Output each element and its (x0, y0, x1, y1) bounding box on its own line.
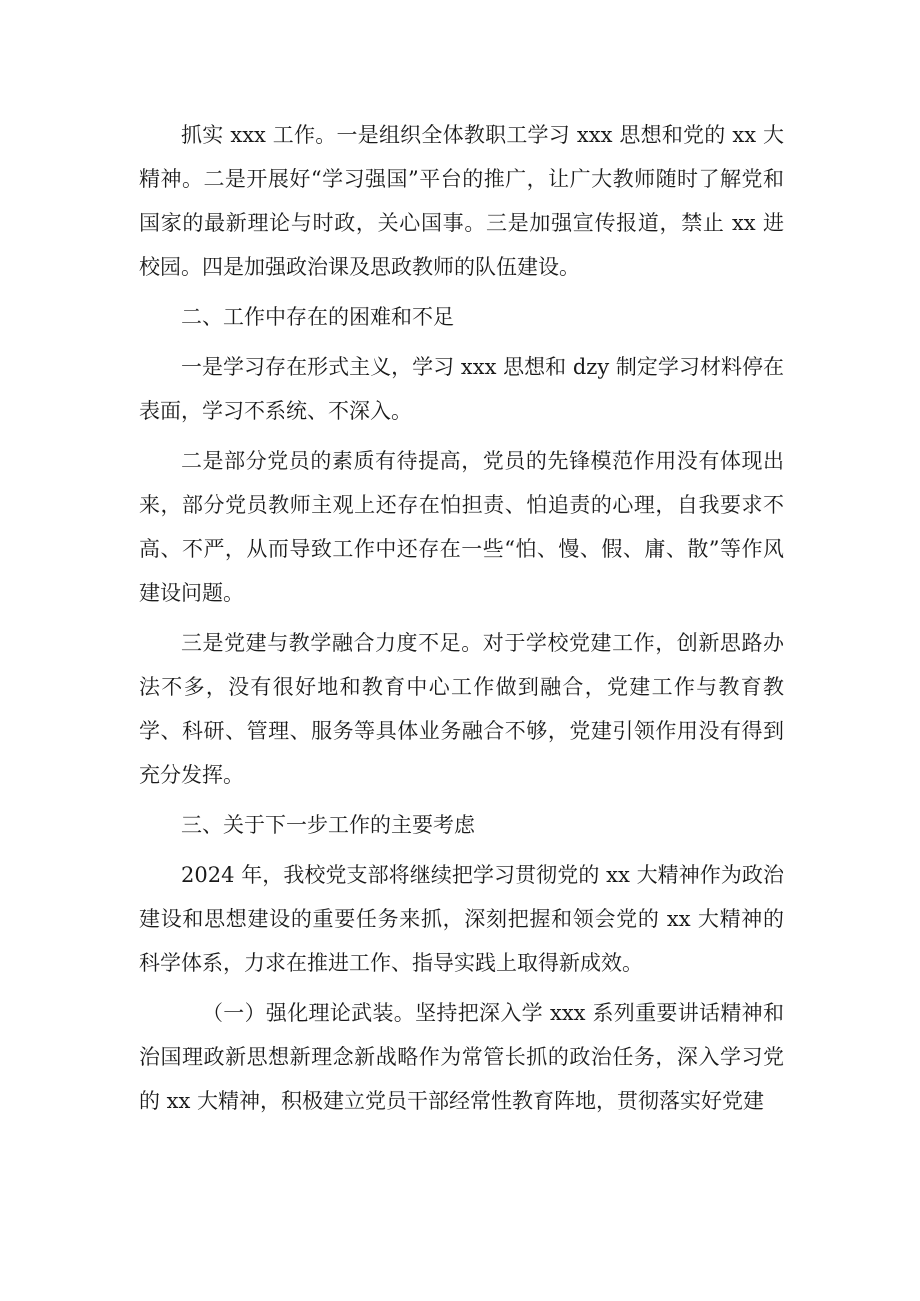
paragraph-work-items: 抓实 xxx 工作。一是组织全体教职工学习 xxx 思想和党的 xx 大精神。二是开展好“学习强国”平台的推广，让广大教师随时了解党和国家的最新理论与时政，关心国事。三是加强宣传报道，禁止 xx 进校园。四是加强政治课及思政教师的队伍建设。 (139, 123, 784, 279)
paragraph-theory-arming: （一）强化理论武装。坚持把深入学 xxx 系列重要讲话精神和治国理政新思想新理念新战略作为常管长抓的政治任务，深入学习党的 xx 大精神，积极建立党员干部经常性教育阵地，贯彻落实好党建 (139, 1001, 784, 1113)
paragraph-difficulty-3: 三是党建与教学融合力度不足。对于学校党建工作，创新思路办法不多，没有很好地和教育中心工作做到融合，党建工作与教育教学、科研、管理、服务等具体业务融合不够，党建引领作用没有得到充分发挥。 (139, 631, 784, 787)
section-heading-difficulties: 二、工作中存在的困难和不足 (181, 305, 454, 329)
paragraph-difficulty-2: 二是部分党员的素质有待提高，党员的先锋模范作用没有体现出来，部分党员教师主观上还存在怕担责、怕追责的心理，自我要求不高、不严，从而导致工作中还存在一些“怕、慢、假、庸、散”等作风建设问题。 (139, 449, 784, 605)
paragraph-next-steps-intro: 2024 年，我校党支部将继续把学习贯彻党的 xx 大精神作为政治建设和思想建设的重要任务来抓，深刻把握和领会党的 xx 大精神的科学体系，力求在推进工作、指导实践上取得新成效。 (139, 863, 784, 975)
section-heading-next-steps: 三、关于下一步工作的主要考虑 (181, 813, 475, 837)
document-body (139, 113, 784, 1123)
paragraph-difficulty-1: 一是学习存在形式主义，学习 xxx 思想和 dzy 制定学习材料停在表面，学习不系统、不深入。 (139, 355, 784, 423)
